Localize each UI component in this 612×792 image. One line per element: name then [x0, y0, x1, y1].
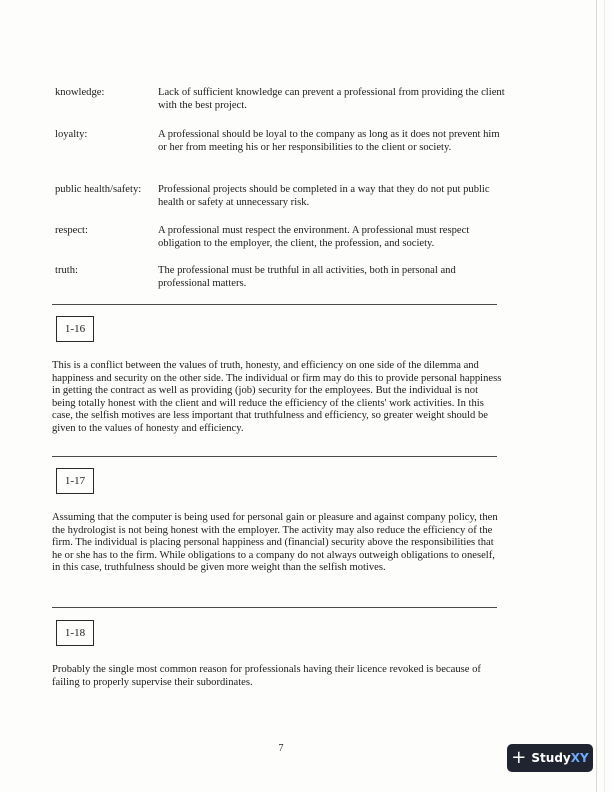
plus-icon: +	[511, 747, 527, 768]
definition-text: Lack of sufficient knowledge can prevent a professional from providing the client with the best project.	[158, 87, 505, 111]
section-paragraph: Probably the single most common reason for professionals having their licence revoked is because of failing to properly supervise their subordinates.	[52, 664, 481, 688]
section-divider	[52, 304, 497, 305]
section-paragraph: This is a conflict between the values of truth, honesty, and efficiency on one side of the dilemma and happiness and security on the other side. The individual or firm may do this to provide personal happiness in getting the contract as well as providing (job) security for the employees. But the individual is not being totally honest with the client and will reduce the efficiency of the clients' work activities. In this case, the selfish motives are less important that truthfulness and efficiency, so greater weight should be given to the values of honesty and efficiency.	[52, 360, 502, 434]
section-label-box: 1-18	[56, 620, 94, 646]
definition-term: public health/safety:	[55, 184, 142, 195]
section-divider	[52, 607, 497, 608]
section-label-box: 1-16	[56, 316, 94, 342]
definition-term: respect:	[55, 225, 88, 236]
brand-name: StudyXY	[531, 751, 589, 765]
page-number: 7	[278, 743, 284, 754]
definition-term: truth:	[55, 265, 78, 276]
definition-text: The professional must be truthful in all activities, both in personal and professional matters.	[158, 265, 456, 289]
studyxy-badge[interactable]	[507, 744, 593, 772]
definition-term: knowledge:	[55, 87, 105, 98]
scan-edge-line	[596, 0, 597, 792]
definition-text: Professional projects should be completed in a way that they do not put public health or safety at unnecessary risk.	[158, 184, 490, 208]
definition-term: loyalty:	[55, 129, 88, 140]
section-divider	[52, 456, 497, 457]
definition-text: A professional must respect the environment. A professional must respect obligation to the employer, the client, the profession, and society.	[158, 225, 470, 249]
scan-edge-line	[604, 0, 605, 792]
section-paragraph: Assuming that the computer is being used for personal gain or pleasure and against company policy, then the hydrologist is not being honest with the employer. The activity may also reduce the efficiency of the firm. The individual is placing personal happiness and (financial) security above the responsibilities that he or she has to the firm. While obligations to a company do not always outweigh obligations to oneself, in this case, truthfulness should be given more weight than the selfish motives.	[52, 512, 498, 574]
definition-text: A professional should be loyal to the company as long as it does not prevent him or her from meeting his or her responsibilities to the client or society.	[158, 129, 500, 153]
section-label-box: 1-17	[56, 468, 94, 494]
